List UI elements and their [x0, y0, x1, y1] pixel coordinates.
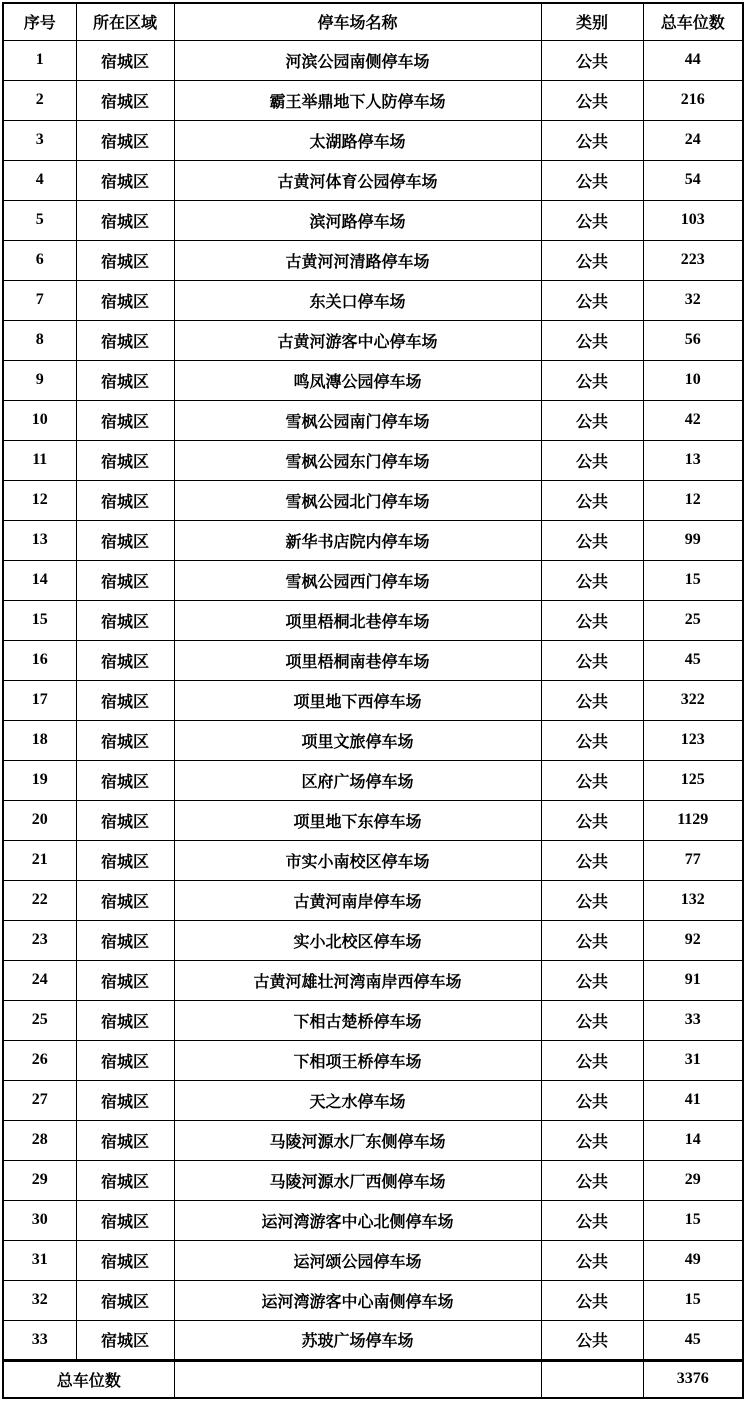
cell-district: 宿城区: [76, 1240, 174, 1280]
cell-name: 项里文旅停车场: [174, 720, 541, 760]
cell-category: 公共: [541, 560, 643, 600]
table-row: [3, 1240, 743, 1280]
cell-spaces: 25: [643, 600, 743, 640]
cell-index: 21: [3, 840, 76, 880]
cell-name: 鸣凤漙公园停车场: [174, 360, 541, 400]
cell-district: 宿城区: [76, 1200, 174, 1240]
cell-spaces: 77: [643, 840, 743, 880]
cell-index: 16: [3, 640, 76, 680]
cell-district: 宿城区: [76, 320, 174, 360]
cell-district: 宿城区: [76, 240, 174, 280]
cell-spaces: 29: [643, 1160, 743, 1200]
cell-index: 12: [3, 480, 76, 520]
cell-spaces: 103: [643, 200, 743, 240]
cell-category: 公共: [541, 600, 643, 640]
cell-district: 宿城区: [76, 440, 174, 480]
cell-name: 马陵河源水厂西侧停车场: [174, 1160, 541, 1200]
cell-name: 下相项王桥停车场: [174, 1040, 541, 1080]
cell-district: 宿城区: [76, 600, 174, 640]
cell-name: 项里地下东停车场: [174, 800, 541, 840]
cell-index: 6: [3, 240, 76, 280]
table-row: [3, 640, 743, 680]
cell-category: 公共: [541, 520, 643, 560]
cell-district: 宿城区: [76, 800, 174, 840]
cell-spaces: 32: [643, 280, 743, 320]
cell-category: 公共: [541, 120, 643, 160]
cell-spaces: 123: [643, 720, 743, 760]
cell-name: 项里梧桐北巷停车场: [174, 600, 541, 640]
table-row: [3, 600, 743, 640]
cell-spaces: 45: [643, 640, 743, 680]
cell-category: 公共: [541, 440, 643, 480]
cell-category: 公共: [541, 1160, 643, 1200]
cell-spaces: 44: [643, 40, 743, 80]
cell-district: 宿城区: [76, 80, 174, 120]
cell-spaces: 41: [643, 1080, 743, 1120]
cell-index: 8: [3, 320, 76, 360]
cell-spaces: 132: [643, 880, 743, 920]
table-row: [3, 880, 743, 920]
table-row: [3, 1200, 743, 1240]
cell-district: 宿城区: [76, 1280, 174, 1320]
cell-spaces: 92: [643, 920, 743, 960]
cell-index: 14: [3, 560, 76, 600]
cell-category: 公共: [541, 680, 643, 720]
cell-category: 公共: [541, 960, 643, 1000]
cell-spaces: 45: [643, 1320, 743, 1360]
total-value: 3376: [643, 1360, 743, 1398]
cell-category: 公共: [541, 640, 643, 680]
cell-index: 15: [3, 600, 76, 640]
cell-category: 公共: [541, 280, 643, 320]
cell-district: 宿城区: [76, 1120, 174, 1160]
cell-category: 公共: [541, 320, 643, 360]
cell-name: 天之水停车场: [174, 1080, 541, 1120]
cell-district: 宿城区: [76, 520, 174, 560]
table-row: [3, 200, 743, 240]
cell-index: 18: [3, 720, 76, 760]
cell-spaces: 15: [643, 560, 743, 600]
cell-category: 公共: [541, 840, 643, 880]
total-name-empty: [174, 1360, 541, 1398]
cell-index: 23: [3, 920, 76, 960]
cell-district: 宿城区: [76, 720, 174, 760]
cell-category: 公共: [541, 360, 643, 400]
cell-district: 宿城区: [76, 1040, 174, 1080]
cell-district: 宿城区: [76, 280, 174, 320]
parking-lots-table: [2, 2, 744, 1399]
cell-spaces: 125: [643, 760, 743, 800]
table-row: [3, 1120, 743, 1160]
cell-index: 32: [3, 1280, 76, 1320]
table-row: [3, 920, 743, 960]
cell-index: 31: [3, 1240, 76, 1280]
table-row: [3, 840, 743, 880]
cell-index: 26: [3, 1040, 76, 1080]
table-row: [3, 480, 743, 520]
cell-name: 项里梧桐南巷停车场: [174, 640, 541, 680]
total-label: 总车位数: [3, 1360, 174, 1398]
cell-category: 公共: [541, 400, 643, 440]
cell-index: 13: [3, 520, 76, 560]
cell-name: 马陵河源水厂东侧停车场: [174, 1120, 541, 1160]
col-header-spaces: 总车位数: [643, 3, 743, 40]
cell-spaces: 91: [643, 960, 743, 1000]
table-row: [3, 800, 743, 840]
cell-index: 33: [3, 1320, 76, 1360]
table-row: [3, 400, 743, 440]
table-row: [3, 120, 743, 160]
cell-spaces: 54: [643, 160, 743, 200]
cell-spaces: 1129: [643, 800, 743, 840]
cell-district: 宿城区: [76, 1080, 174, 1120]
table-row: [3, 1080, 743, 1120]
table-row: [3, 1280, 743, 1320]
cell-district: 宿城区: [76, 200, 174, 240]
col-header-district: 所在区域: [76, 3, 174, 40]
cell-name: 市实小南校区停车场: [174, 840, 541, 880]
cell-index: 9: [3, 360, 76, 400]
cell-spaces: 10: [643, 360, 743, 400]
cell-name: 滨河路停车场: [174, 200, 541, 240]
cell-category: 公共: [541, 200, 643, 240]
cell-index: 10: [3, 400, 76, 440]
cell-district: 宿城区: [76, 880, 174, 920]
cell-name: 太湖路停车场: [174, 120, 541, 160]
cell-index: 5: [3, 200, 76, 240]
cell-spaces: 56: [643, 320, 743, 360]
cell-district: 宿城区: [76, 40, 174, 80]
cell-index: 3: [3, 120, 76, 160]
table-row: [3, 240, 743, 280]
cell-district: 宿城区: [76, 840, 174, 880]
cell-district: 宿城区: [76, 960, 174, 1000]
cell-category: 公共: [541, 1320, 643, 1360]
cell-name: 苏玻广场停车场: [174, 1320, 541, 1360]
cell-index: 4: [3, 160, 76, 200]
cell-index: 17: [3, 680, 76, 720]
cell-category: 公共: [541, 1040, 643, 1080]
cell-name: 雪枫公园西门停车场: [174, 560, 541, 600]
table-row: [3, 680, 743, 720]
cell-spaces: 216: [643, 80, 743, 120]
cell-spaces: 42: [643, 400, 743, 440]
cell-category: 公共: [541, 920, 643, 960]
cell-name: 运河湾游客中心南侧停车场: [174, 1280, 541, 1320]
cell-name: 河滨公园南侧停车场: [174, 40, 541, 80]
cell-district: 宿城区: [76, 640, 174, 680]
cell-spaces: 24: [643, 120, 743, 160]
header-row: [3, 3, 743, 40]
cell-index: 1: [3, 40, 76, 80]
cell-spaces: 31: [643, 1040, 743, 1080]
cell-index: 7: [3, 280, 76, 320]
table-row: [3, 760, 743, 800]
table-row: [3, 520, 743, 560]
table-row: [3, 1040, 743, 1080]
table-row: [3, 560, 743, 600]
cell-category: 公共: [541, 1120, 643, 1160]
col-header-index: 序号: [3, 3, 76, 40]
cell-spaces: 12: [643, 480, 743, 520]
cell-spaces: 15: [643, 1200, 743, 1240]
cell-district: 宿城区: [76, 1320, 174, 1360]
cell-district: 宿城区: [76, 400, 174, 440]
cell-district: 宿城区: [76, 120, 174, 160]
cell-index: 24: [3, 960, 76, 1000]
cell-category: 公共: [541, 800, 643, 840]
table-row: [3, 360, 743, 400]
cell-category: 公共: [541, 1200, 643, 1240]
cell-name: 项里地下西停车场: [174, 680, 541, 720]
cell-district: 宿城区: [76, 360, 174, 400]
cell-spaces: 15: [643, 1280, 743, 1320]
cell-district: 宿城区: [76, 760, 174, 800]
cell-index: 28: [3, 1120, 76, 1160]
cell-name: 雪枫公园南门停车场: [174, 400, 541, 440]
cell-name: 古黄河体育公园停车场: [174, 160, 541, 200]
cell-spaces: 49: [643, 1240, 743, 1280]
cell-index: 20: [3, 800, 76, 840]
table-row: [3, 280, 743, 320]
cell-name: 运河湾游客中心北侧停车场: [174, 1200, 541, 1240]
cell-category: 公共: [541, 720, 643, 760]
table-row: [3, 1320, 743, 1360]
cell-index: 29: [3, 1160, 76, 1200]
cell-index: 2: [3, 80, 76, 120]
cell-district: 宿城区: [76, 920, 174, 960]
cell-category: 公共: [541, 1080, 643, 1120]
cell-name: 古黄河游客中心停车场: [174, 320, 541, 360]
cell-spaces: 33: [643, 1000, 743, 1040]
cell-name: 雪枫公园东门停车场: [174, 440, 541, 480]
cell-name: 古黄河南岸停车场: [174, 880, 541, 920]
cell-category: 公共: [541, 760, 643, 800]
cell-name: 区府广场停车场: [174, 760, 541, 800]
cell-category: 公共: [541, 1000, 643, 1040]
cell-name: 雪枫公园北门停车场: [174, 480, 541, 520]
cell-district: 宿城区: [76, 1160, 174, 1200]
cell-category: 公共: [541, 160, 643, 200]
cell-category: 公共: [541, 1240, 643, 1280]
cell-category: 公共: [541, 80, 643, 120]
cell-index: 22: [3, 880, 76, 920]
cell-category: 公共: [541, 240, 643, 280]
total-row: [3, 1360, 743, 1398]
cell-district: 宿城区: [76, 560, 174, 600]
table-row: [3, 720, 743, 760]
cell-name: 下相古楚桥停车场: [174, 1000, 541, 1040]
table-row: [3, 960, 743, 1000]
cell-index: 30: [3, 1200, 76, 1240]
table-row: [3, 40, 743, 80]
cell-name: 古黄河雄壮河湾南岸西停车场: [174, 960, 541, 1000]
col-header-name: 停车场名称: [174, 3, 541, 40]
cell-index: 11: [3, 440, 76, 480]
col-header-category: 类别: [541, 3, 643, 40]
cell-category: 公共: [541, 880, 643, 920]
cell-district: 宿城区: [76, 1000, 174, 1040]
cell-category: 公共: [541, 1280, 643, 1320]
table-row: [3, 1160, 743, 1200]
cell-name: 古黄河河清路停车场: [174, 240, 541, 280]
cell-category: 公共: [541, 480, 643, 520]
cell-district: 宿城区: [76, 680, 174, 720]
table-row: [3, 440, 743, 480]
cell-category: 公共: [541, 40, 643, 80]
cell-spaces: 322: [643, 680, 743, 720]
table-row: [3, 80, 743, 120]
table-row: [3, 1000, 743, 1040]
cell-spaces: 13: [643, 440, 743, 480]
cell-name: 运河颂公园停车场: [174, 1240, 541, 1280]
cell-district: 宿城区: [76, 160, 174, 200]
cell-index: 19: [3, 760, 76, 800]
cell-index: 25: [3, 1000, 76, 1040]
cell-name: 实小北校区停车场: [174, 920, 541, 960]
cell-spaces: 223: [643, 240, 743, 280]
cell-spaces: 14: [643, 1120, 743, 1160]
total-category-empty: [541, 1360, 643, 1398]
cell-name: 东关口停车场: [174, 280, 541, 320]
cell-district: 宿城区: [76, 480, 174, 520]
table-row: [3, 320, 743, 360]
cell-spaces: 99: [643, 520, 743, 560]
cell-name: 新华书店院内停车场: [174, 520, 541, 560]
cell-name: 霸王举鼎地下人防停车场: [174, 80, 541, 120]
cell-index: 27: [3, 1080, 76, 1120]
table-row: [3, 160, 743, 200]
